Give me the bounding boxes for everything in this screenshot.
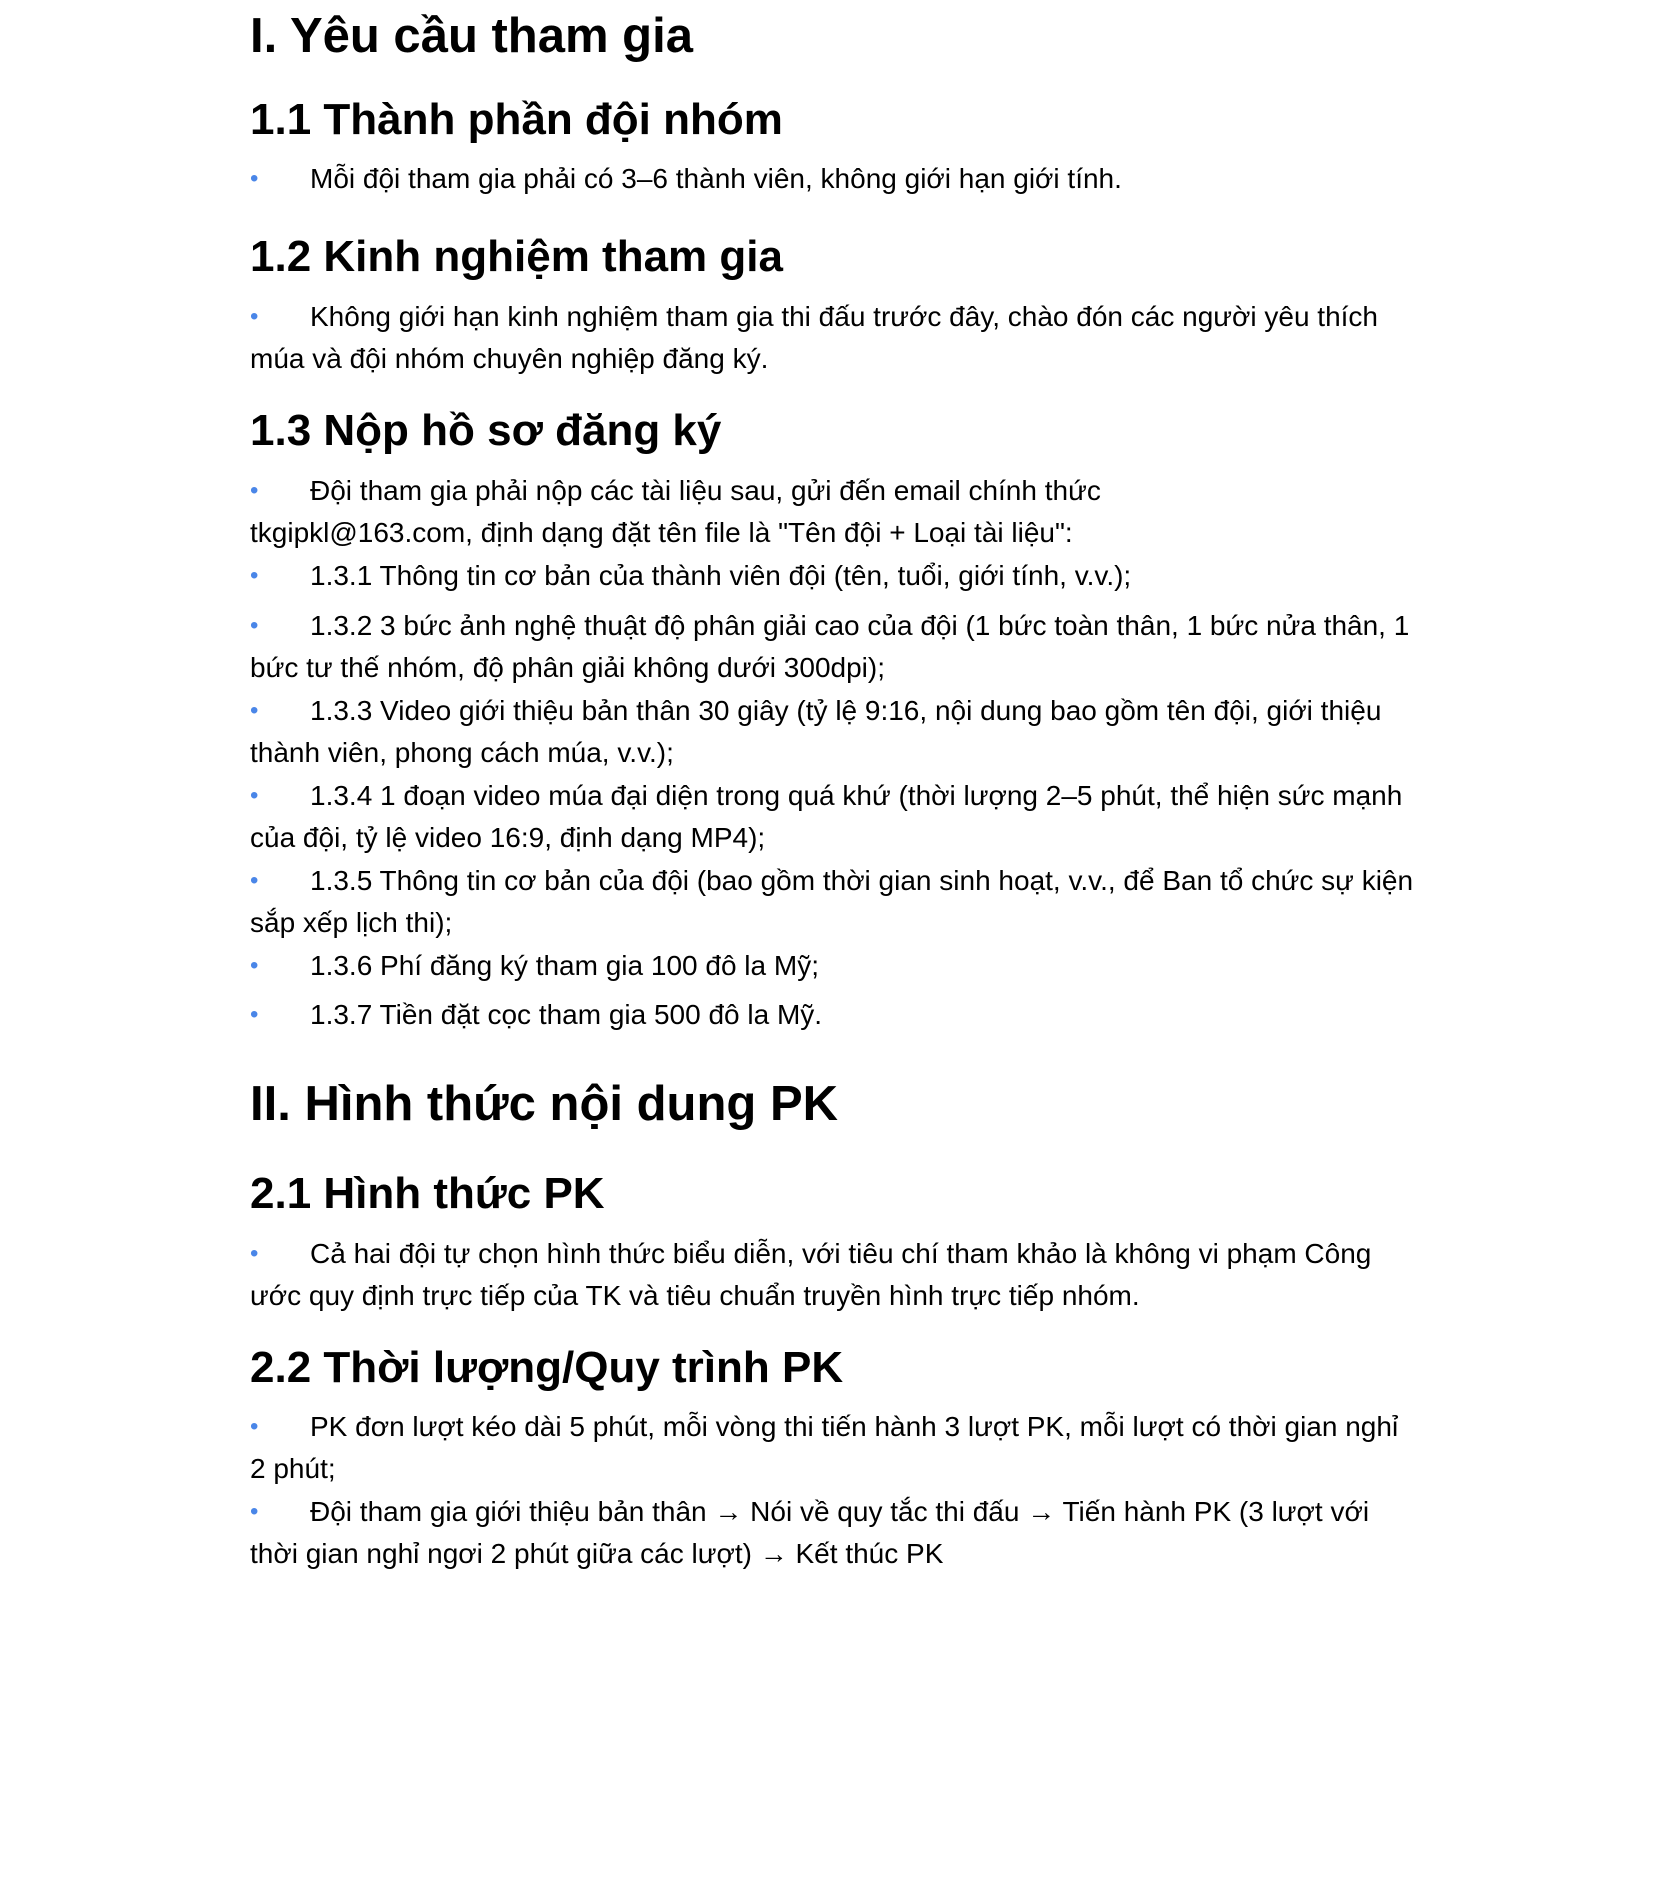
- bullet-item: [250, 1233, 1420, 1317]
- bullet-text: Đội tham gia giới thiệu bản thân → Nói về quy tắc thi đấu → Tiến hành PK (3 lượt với thời gian nghỉ ngơi 2 phút giữa các lượt) → Kết thúc PK: [250, 1496, 1370, 1569]
- bullet-item: [250, 470, 1210, 554]
- bullet-icon: •: [250, 867, 259, 894]
- bullet-text: PK đơn lượt kéo dài 5 phút, mỗi vòng thi tiến hành 3 lượt PK, mỗi lượt có thời gian nghỉ 2 phút;: [250, 1411, 1399, 1484]
- bullet-icon: •: [250, 697, 259, 724]
- bullet-text: 1.3.1 Thông tin cơ bản của thành viên đội (tên, tuổi, giới tính, v.v.);: [310, 560, 1132, 591]
- subsection-heading-2-1: 2.1 Hình thức PK: [250, 1169, 605, 1218]
- bullet-icon: •: [250, 1413, 259, 1440]
- bullet-text: Đội tham gia phải nộp các tài liệu sau, gửi đến email chính thức tkgipkl@163.com, định dạng đặt tên file là "Tên đội + Loại tài liệu":: [250, 475, 1101, 548]
- bullet-text: 1.3.7 Tiền đặt cọc tham gia 500 đô la Mỹ.: [310, 999, 823, 1030]
- bullet-text: Cả hai đội tự chọn hình thức biểu diễn, với tiêu chí tham khảo là không vi phạm Công ước quy định trực tiếp của TK và tiêu chuẩn truyền hình trực tiếp nhóm.: [250, 1238, 1372, 1311]
- bullet-item: [250, 775, 1420, 859]
- subsection-heading-2-2: 2.2 Thời lượng/Quy trình PK: [250, 1343, 844, 1392]
- bullet-icon: •: [250, 1001, 259, 1028]
- section-heading-1: I. Yêu cầu tham gia: [250, 9, 693, 63]
- bullet-icon: •: [250, 1498, 259, 1525]
- bullet-icon: •: [250, 562, 259, 589]
- bullet-icon: •: [250, 612, 259, 639]
- bullet-text: 1.3.6 Phí đăng ký tham gia 100 đô la Mỹ;: [310, 950, 819, 981]
- bullet-text: 1.3.2 3 bức ảnh nghệ thuật độ phân giải cao của đội (1 bức toàn thân, 1 bức nửa thân, 1 bức tư thế nhóm, độ phân giải không dưới 300dpi);: [250, 610, 1410, 683]
- bullet-text: Mỗi đội tham gia phải có 3–6 thành viên, không giới hạn giới tính.: [310, 163, 1122, 194]
- bullet-item: [250, 296, 1420, 380]
- bullet-item: [250, 1406, 1420, 1490]
- bullet-icon: •: [250, 303, 259, 330]
- subsection-heading-1-3: 1.3 Nộp hồ sơ đăng ký: [250, 406, 722, 455]
- bullet-item: [250, 158, 1420, 200]
- bullet-text: 1.3.5 Thông tin cơ bản của đội (bao gồm thời gian sinh hoạt, v.v., để Ban tổ chức sự kiện sắp xếp lịch thi);: [250, 865, 1414, 938]
- bullet-icon: •: [250, 952, 259, 979]
- bullet-item: [250, 994, 1420, 1036]
- bullet-item: [250, 1491, 1420, 1575]
- bullet-icon: •: [250, 477, 259, 504]
- bullet-icon: •: [250, 165, 259, 192]
- bullet-item: [250, 605, 1420, 689]
- bullet-text: 1.3.3 Video giới thiệu bản thân 30 giây (tỷ lệ 9:16, nội dung bao gồm tên đội, giới thiệu thành viên, phong cách múa, v.v.);: [250, 695, 1382, 768]
- bullet-item: [250, 860, 1420, 944]
- bullet-text: Không giới hạn kinh nghiệm tham gia thi đấu trước đây, chào đón các người yêu thích múa và đội nhóm chuyên nghiệp đăng ký.: [250, 301, 1379, 374]
- bullet-icon: •: [250, 1240, 259, 1267]
- bullet-item: [250, 690, 1420, 774]
- section-heading-2: II. Hình thức nội dung PK: [250, 1077, 839, 1131]
- bullet-item: [250, 945, 1420, 987]
- bullet-text: 1.3.4 1 đoạn video múa đại diện trong quá khứ (thời lượng 2–5 phút, thể hiện sức mạnh của đội, tỷ lệ video 16:9, định dạng MP4);: [250, 780, 1403, 853]
- bullet-icon: •: [250, 782, 259, 809]
- subsection-heading-1-2: 1.2 Kinh nghiệm tham gia: [250, 232, 783, 281]
- bullet-item: [250, 555, 1420, 597]
- subsection-heading-1-1: 1.1 Thành phần đội nhóm: [250, 95, 783, 144]
